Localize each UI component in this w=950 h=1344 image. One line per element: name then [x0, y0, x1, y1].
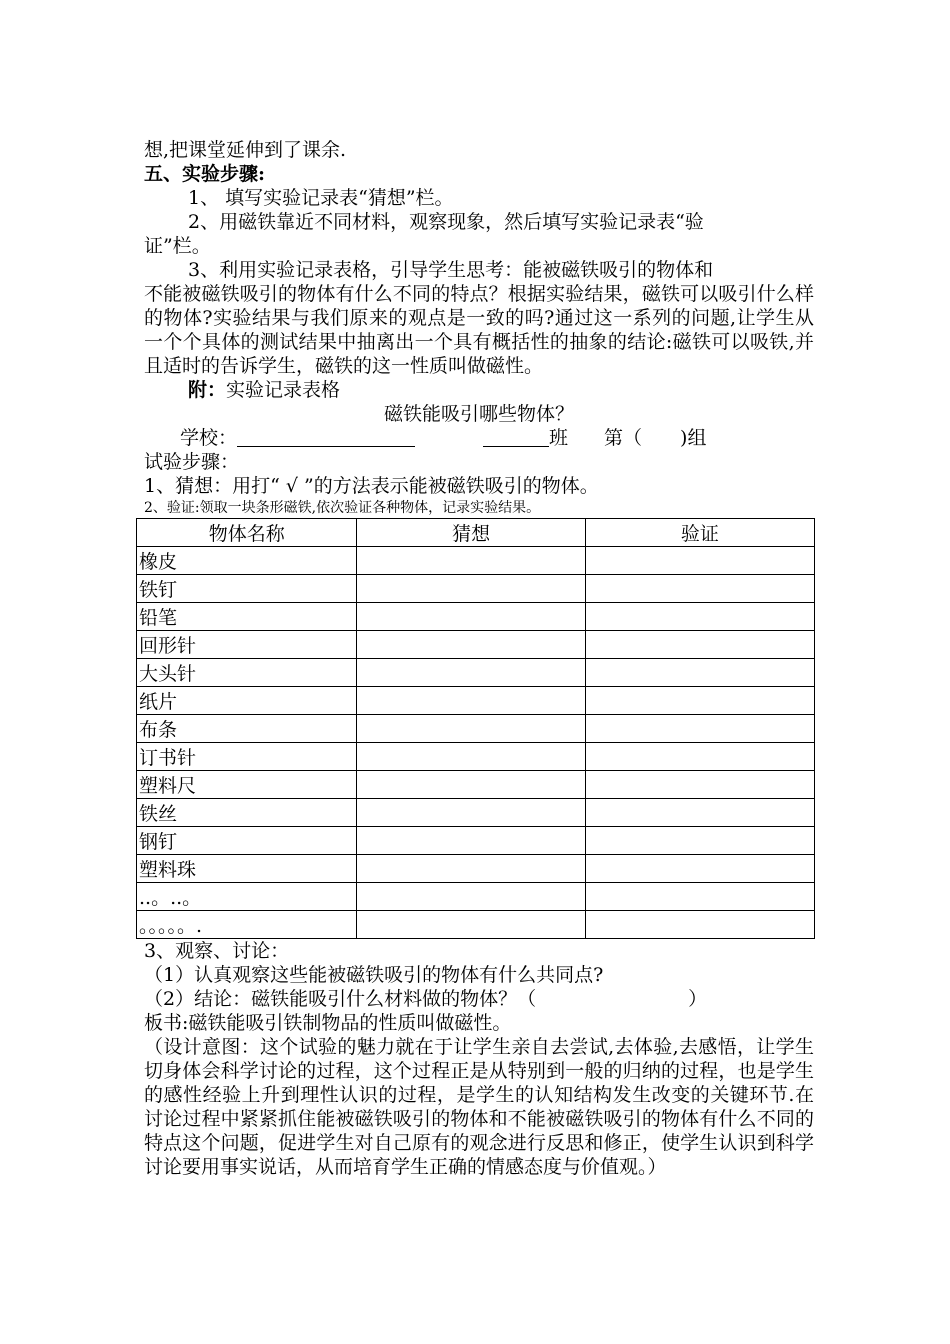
verify-cell[interactable] — [585, 743, 814, 771]
object-name-cell: 塑料尺 — [137, 771, 357, 799]
table-row — [137, 743, 815, 771]
table-title: 磁铁能吸引哪些物体？ — [383, 403, 574, 425]
step-2-cont: 证”栏。 — [144, 235, 211, 257]
step-1: 1、 填写实验记录表“猜想”栏。 — [188, 187, 454, 209]
guess-cell[interactable] — [357, 547, 585, 575]
table-row — [137, 631, 815, 659]
question-1: （1）认真观察这些能被磁铁吸引的物体有什么共同点? — [144, 964, 604, 986]
verify-instruction: 2、验证:领取一块条形磁铁,依次验证各种物体，记录实验结果。 — [144, 500, 541, 516]
verify-cell[interactable] — [585, 603, 814, 631]
appendix-label: 附： — [188, 379, 227, 401]
class-blank — [483, 426, 549, 447]
step-3-first: 3、利用实验记录表格，引导学生思考：能被磁铁吸引的物体和 — [188, 259, 714, 281]
table-row — [137, 855, 815, 883]
object-name-cell: 铁丝 — [137, 799, 357, 827]
object-name-cell: 铁钉 — [137, 575, 357, 603]
object-name-cell: 大头针 — [137, 659, 357, 687]
discussion-title: 3、观察、讨论： — [144, 940, 290, 962]
verify-cell[interactable] — [585, 883, 814, 911]
table-row — [137, 715, 815, 743]
header-object-name: 物体名称 — [137, 519, 357, 547]
appendix-text: 实验记录表格 — [226, 379, 341, 401]
table-header-row — [137, 519, 815, 547]
verify-cell[interactable] — [585, 687, 814, 715]
object-name-cell: 。。。。。. — [137, 911, 357, 939]
object-name-cell: 布条 — [137, 715, 357, 743]
verify-cell[interactable] — [585, 547, 814, 575]
table-row — [137, 827, 815, 855]
table-row — [137, 547, 815, 575]
object-name-cell: 铅笔 — [137, 603, 357, 631]
school-blank — [237, 426, 415, 447]
guess-cell[interactable] — [357, 799, 585, 827]
school-row — [144, 426, 814, 450]
guess-cell[interactable] — [357, 883, 585, 911]
guess-cell[interactable] — [357, 771, 585, 799]
header-verify: 验证 — [585, 519, 814, 547]
trial-steps-label: 试验步骤： — [144, 451, 240, 473]
school-label: 学校： — [180, 427, 238, 449]
guess-cell[interactable] — [357, 687, 585, 715]
table-row — [137, 603, 815, 631]
step-3-rest: 不能被磁铁吸引的物体有什么不同的特点？根据实验结果，磁铁可以吸引什么样的物体?实验结果与我们原来的观点是一致的吗?通过这一系列的问题,让学生从一个个具体的测试结果中抽离出一个具有概括性的抽象的结论:磁铁可以吸铁,并且适时的告诉学生，磁铁的这一性质叫做磁性。 — [144, 283, 814, 377]
guess-cell[interactable] — [357, 575, 585, 603]
guess-cell[interactable] — [357, 659, 585, 687]
document-page — [139, 138, 814, 1179]
appendix-line — [144, 378, 814, 402]
verify-cell[interactable] — [585, 799, 814, 827]
step-2: 2、用磁铁靠近不同材料，观察现象，然后填写实验记录表“验 — [188, 211, 704, 233]
object-name-cell: ..。..。 — [137, 883, 357, 911]
table-row — [137, 687, 815, 715]
table-row — [137, 659, 815, 687]
object-name-cell: 回形针 — [137, 631, 357, 659]
object-name-cell: 橡皮 — [137, 547, 357, 575]
guess-cell[interactable] — [357, 827, 585, 855]
intro-tail: 想,把课堂延伸到了课余. — [144, 139, 347, 161]
board-note: 板书:磁铁能吸引铁制物品的性质叫做磁性。 — [144, 1012, 512, 1034]
guess-cell[interactable] — [357, 631, 585, 659]
verify-cell[interactable] — [585, 659, 814, 687]
table-row — [137, 911, 815, 939]
guess-cell[interactable] — [357, 855, 585, 883]
section-title: 五、实验步骤: — [144, 163, 266, 185]
guess-cell[interactable] — [357, 715, 585, 743]
question-2: （2）结论：磁铁能吸引什么材料做的物体？（ ） — [144, 988, 708, 1010]
guess-instruction: 1、猜想：用打“ √ ”的方法表示能被磁铁吸引的物体。 — [144, 475, 599, 497]
object-name-cell: 订书针 — [137, 743, 357, 771]
design-intent: （设计意图：这个试验的魅力就在于让学生亲自去尝试,去体验,去感悟，让学生切身体会科学讨论的过程，这个过程正是从特别到一般的归纳的过程，也是学生的感性经验上升到理性认识的过程，是学生的认知结构发生改变的关键环节.在讨论过程中紧紧抓住能被磁铁吸引的物体和不能被磁铁吸引的物体有什么不同的特点这个问题，促进学生对自己原有的观念进行反思和修正，使学生认识到科学讨论要用事实说话，从而培育学生正确的情感态度与价值观。） — [144, 1036, 814, 1178]
verify-cell[interactable] — [585, 771, 814, 799]
table-row — [137, 799, 815, 827]
verify-cell[interactable] — [585, 715, 814, 743]
guess-cell[interactable] — [357, 603, 585, 631]
verify-cell[interactable] — [585, 575, 814, 603]
verify-cell[interactable] — [585, 911, 814, 939]
object-name-cell: 塑料珠 — [137, 855, 357, 883]
table-row — [137, 575, 815, 603]
verify-cell[interactable] — [585, 827, 814, 855]
guess-cell[interactable] — [357, 911, 585, 939]
class-label: 班 — [549, 427, 569, 449]
header-guess: 猜想 — [357, 519, 585, 547]
verify-cell[interactable] — [585, 631, 814, 659]
record-table — [136, 518, 815, 939]
table-row — [137, 771, 815, 799]
guess-cell[interactable] — [357, 743, 585, 771]
table-row — [137, 883, 815, 911]
verify-cell[interactable] — [585, 855, 814, 883]
group-label: 第（ )组 — [604, 427, 707, 449]
object-name-cell: 钢钉 — [137, 827, 357, 855]
object-name-cell: 纸片 — [137, 687, 357, 715]
